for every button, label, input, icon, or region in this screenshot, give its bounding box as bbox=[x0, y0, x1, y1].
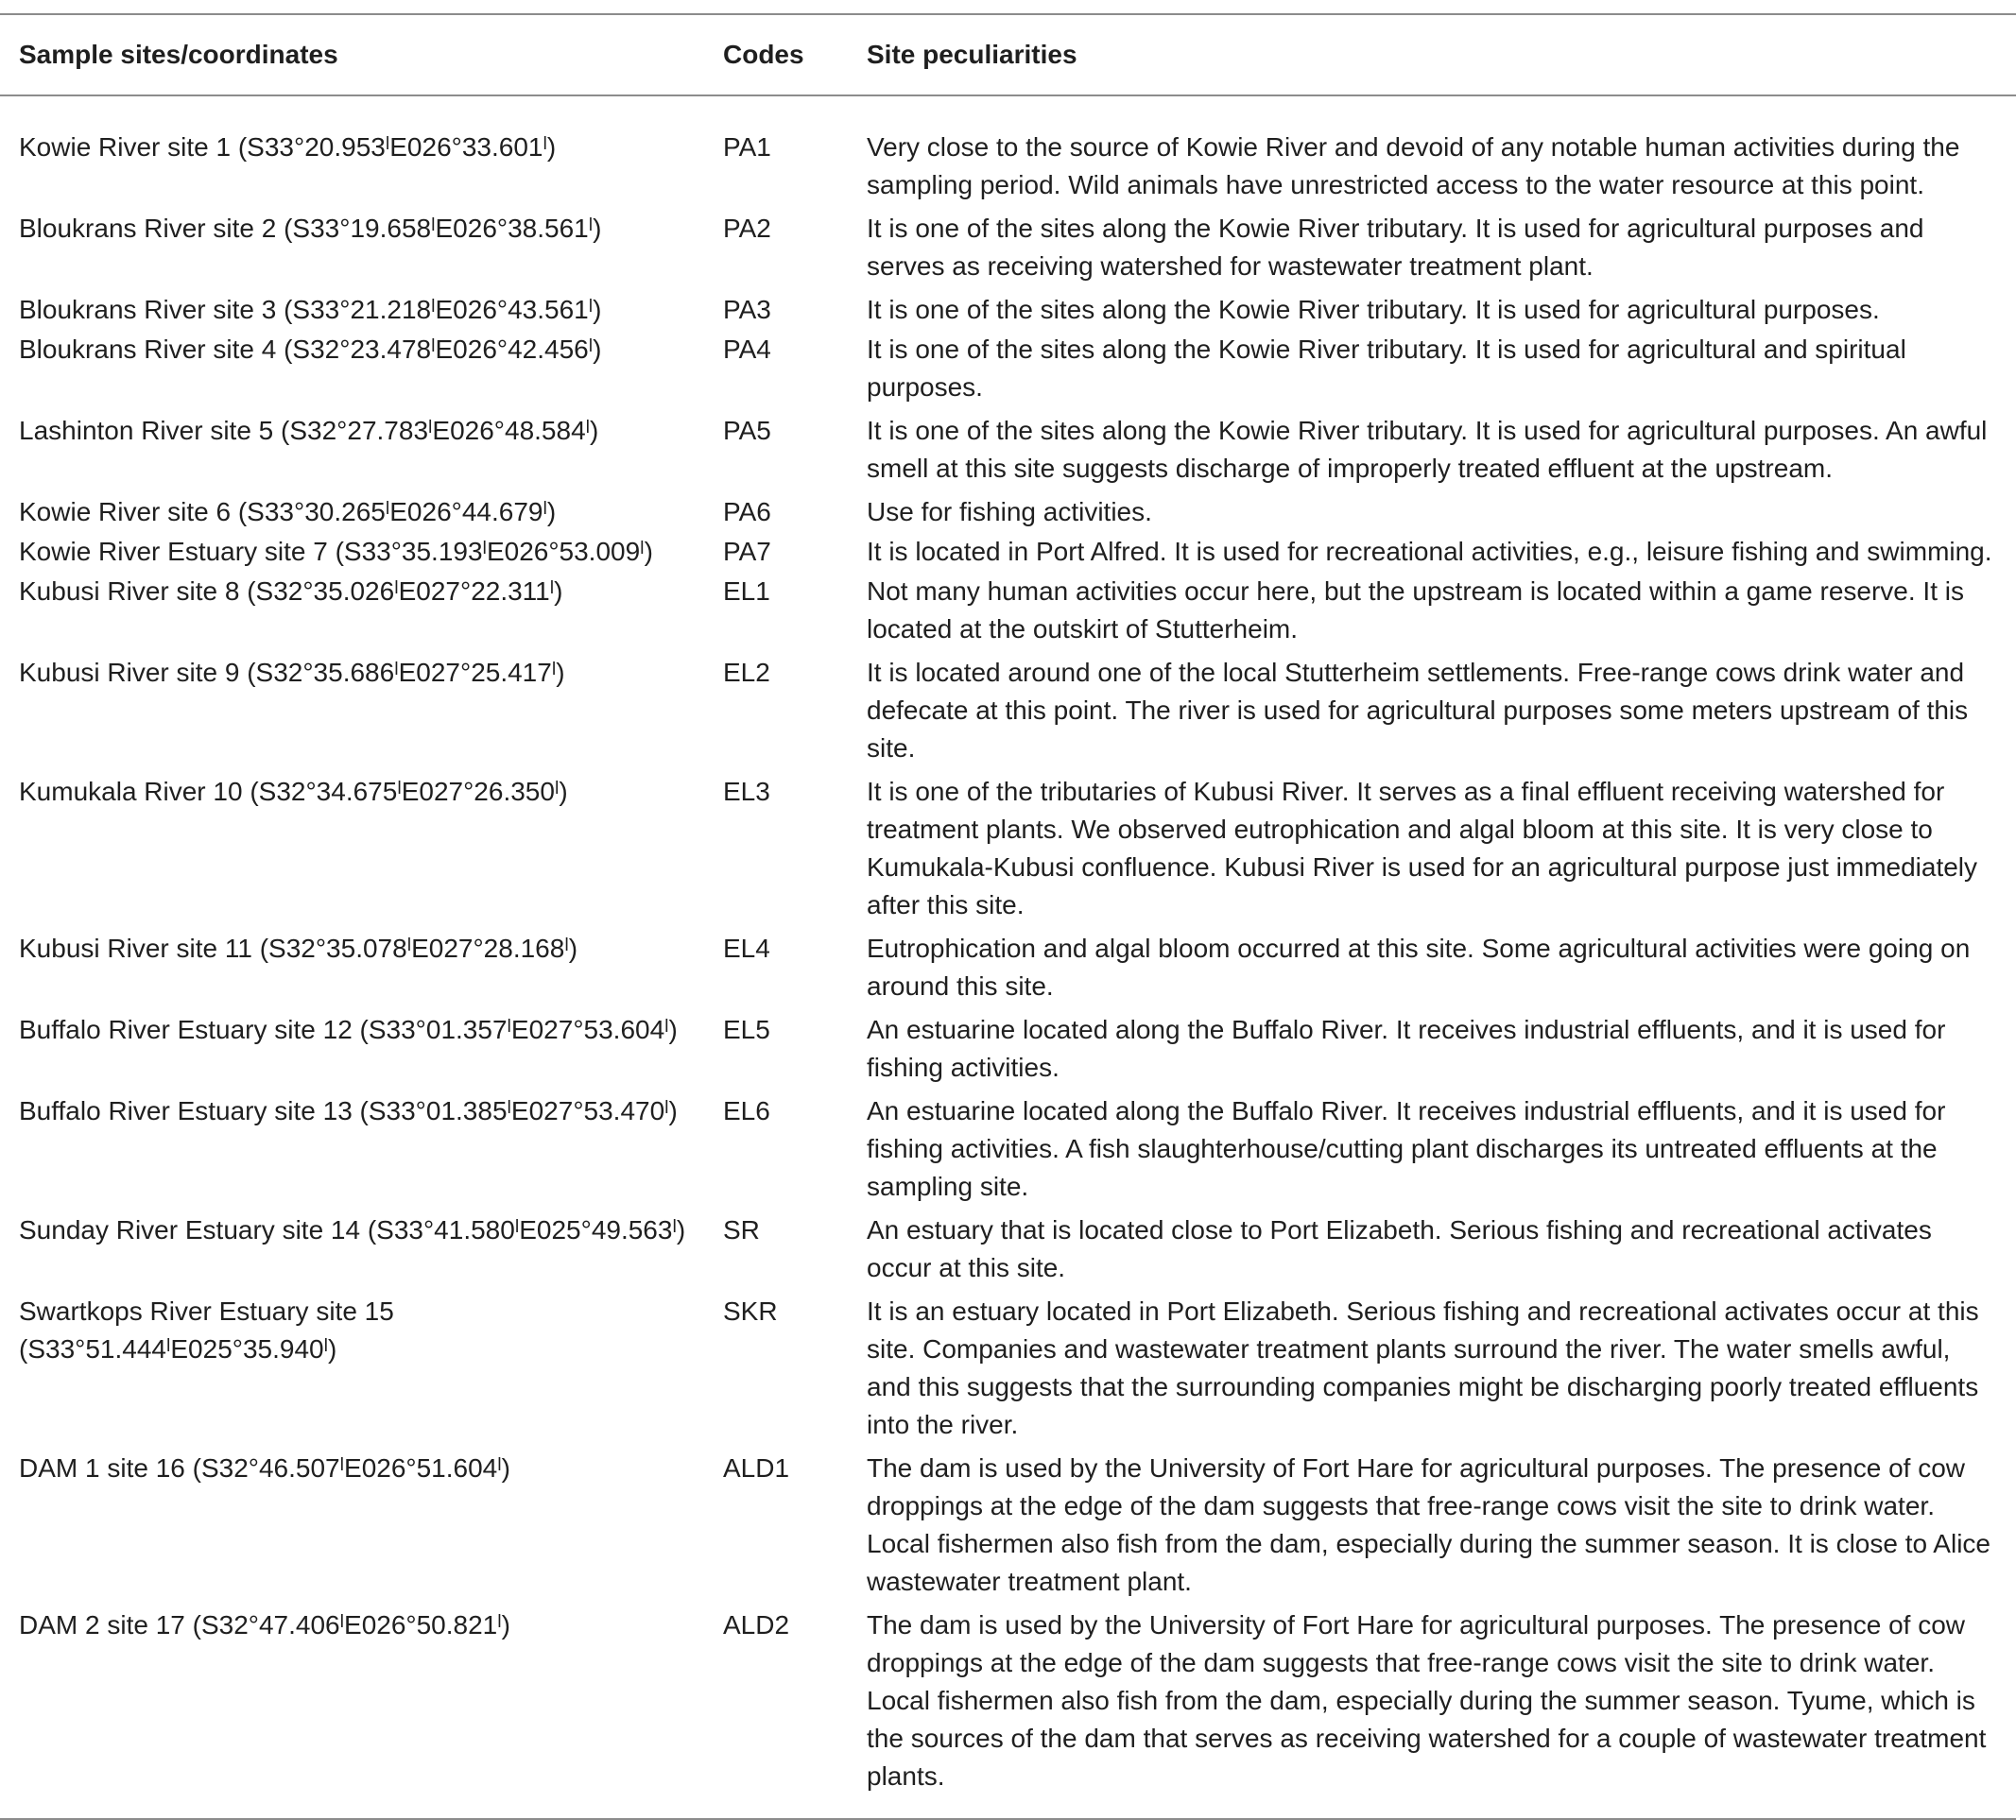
peculiarities-cell: It is one of the tributaries of Kubusi River. It serves as a final effluent receiving watershed for treatment plants. We observed eutrophication and algal bloom at this site. It is very close to Kumukala-Kubusi confluence. Kubusi River is used for an agricultural purpose just immediately after this site. bbox=[867, 777, 1978, 919]
table-row bbox=[0, 1293, 2016, 1450]
table-row bbox=[0, 1211, 2016, 1293]
site-cell: DAM 2 site 17 (S32°47.406ˡE026°50.821ˡ) bbox=[0, 1606, 714, 1819]
table-row bbox=[0, 1606, 2016, 1819]
table-row bbox=[0, 1092, 2016, 1211]
table-row bbox=[0, 1450, 2016, 1606]
header-row bbox=[0, 14, 2016, 95]
peculiarities-cell: It is located around one of the local Stutterheim settlements. Free-range cows drink water and defecate at this point. The river is used for agricultural purposes some meters upstream of this site. bbox=[867, 658, 1969, 763]
peculiarities-cell: Not many human activities occur here, but the upstream is located within a game reserve. It is located at the outskirt of Stutterheim. bbox=[867, 576, 1964, 644]
table-container bbox=[0, 13, 2016, 1820]
site-cell: Kumukala River 10 (S32°34.675ˡE027°26.350ˡ) bbox=[19, 777, 568, 806]
table-body bbox=[0, 95, 2016, 1819]
peculiarities-cell: It is one of the sites along the Kowie River tributary. It is used for agricultural purposes. bbox=[867, 295, 1880, 324]
peculiarities-cell: It is an estuary located in Port Elizabeth. Serious fishing and recreational activates occur at this site. Companies and wastewater treatment plants surround the river. The water smells awful, and this suggests that the surrounding companies might be discharging poorly treated effluents into the river. bbox=[867, 1296, 1979, 1439]
site-cell: Kubusi River site 11 (S32°35.078ˡE027°28.168ˡ) bbox=[19, 934, 578, 963]
header-site-peculiarities: Site peculiarities bbox=[854, 14, 2016, 95]
table-row bbox=[0, 573, 2016, 654]
site-cell: Kowie River site 6 (S33°30.265ˡE026°44.679ˡ) bbox=[19, 497, 557, 526]
code-cell: SKR bbox=[723, 1296, 778, 1326]
table-row bbox=[0, 210, 2016, 291]
peculiarities-cell: An estuarine located along the Buffalo River. It receives industrial effluents, and it is used for fishing activities. bbox=[867, 1015, 1946, 1082]
peculiarities-cell: Eutrophication and algal bloom occurred at this site. Some agricultural activities were going on around this site. bbox=[867, 934, 1971, 1001]
peculiarities-cell: It is one of the sites along the Kowie River tributary. It is used for agricultural purposes. An awful smell at this site suggests discharge of improperly treated effluent at the upstream. bbox=[867, 416, 1988, 483]
table-row bbox=[0, 930, 2016, 1011]
peculiarities-cell: It is located in Port Alfred. It is used for recreational activities, e.g., leisure fishing and swimming. bbox=[867, 537, 1992, 566]
code-cell: EL4 bbox=[723, 934, 770, 963]
code-cell: ALD2 bbox=[714, 1606, 854, 1819]
peculiarities-cell: Very close to the source of Kowie River and devoid of any notable human activities during the sampling period. Wild animals have unrestricted access to the water resource at this point. bbox=[867, 132, 1960, 199]
site-cell: Bloukrans River site 4 (S32°23.478ˡE026°42.456ˡ) bbox=[19, 335, 602, 364]
site-cell: Buffalo River Estuary site 12 (S33°01.357ˡE027°53.604ˡ) bbox=[19, 1015, 678, 1044]
site-cell: Bloukrans River site 3 (S33°21.218ˡE026°43.561ˡ) bbox=[19, 295, 602, 324]
table-row bbox=[0, 533, 2016, 573]
site-cell: Buffalo River Estuary site 13 (S33°01.385ˡE027°53.470ˡ) bbox=[19, 1096, 678, 1125]
code-cell: EL1 bbox=[723, 576, 770, 606]
header-sample-sites: Sample sites/coordinates bbox=[0, 14, 714, 95]
site-cell: DAM 1 site 16 (S32°46.507ˡE026°51.604ˡ) bbox=[19, 1453, 510, 1483]
peculiarities-cell: It is one of the sites along the Kowie River tributary. It is used for agricultural purposes and serves as receiving watershed for wastewater treatment plant. bbox=[867, 214, 1924, 281]
code-cell: ALD1 bbox=[723, 1453, 790, 1483]
code-cell: EL5 bbox=[723, 1015, 770, 1044]
code-cell: PA3 bbox=[723, 295, 771, 324]
peculiarities-cell: The dam is used by the University of Fort Hare for agricultural purposes. The presence of cow droppings at the edge of the dam suggests that free-range cows visit the site to drink water. Local fishermen also fish from the dam, especially during the summer season. It is close to Alice wastewater treatment plant. bbox=[867, 1453, 1990, 1596]
table-row bbox=[0, 331, 2016, 412]
peculiarities-cell: An estuarine located along the Buffalo River. It receives industrial effluents, and it is used for fishing activities. A fish slaughterhouse/cutting plant discharges its untreated effluents at the sampling site. bbox=[867, 1096, 1946, 1201]
peculiarities-cell: An estuary that is located close to Port Elizabeth. Serious fishing and recreational activates occur at this site. bbox=[867, 1215, 1932, 1282]
header-codes: Codes bbox=[714, 14, 854, 95]
site-cell: Swartkops River Estuary site 15 (S33°51.444ˡE025°35.940ˡ) bbox=[19, 1296, 394, 1364]
site-cell: Kubusi River site 8 (S32°35.026ˡE027°22.311ˡ) bbox=[19, 576, 563, 606]
site-cell: Kubusi River site 9 (S32°35.686ˡE027°25.417ˡ) bbox=[19, 658, 565, 687]
table-row bbox=[0, 291, 2016, 331]
code-cell: PA4 bbox=[723, 335, 771, 364]
table-row bbox=[0, 412, 2016, 493]
code-cell: EL3 bbox=[723, 777, 770, 806]
site-cell: Kowie River site 1 (S33°20.953ˡE026°33.601ˡ) bbox=[19, 132, 557, 162]
peculiarities-cell: The dam is used by the University of Fort Hare for agricultural purposes. The presence of cow droppings at the edge of the dam suggests that free-range cows visit the site to drink water. Local fishermen also fish from the dam, especially during the summer season. Tyume, which is the sources of the dam that serves as receiving watershed for a couple of wastewater treatment plants. bbox=[854, 1606, 2016, 1819]
table-row bbox=[0, 493, 2016, 533]
site-cell: Sunday River Estuary site 14 (S33°41.580ˡE025°49.563ˡ) bbox=[19, 1215, 686, 1245]
table-row bbox=[0, 773, 2016, 930]
table-row bbox=[0, 1011, 2016, 1092]
table-row bbox=[0, 95, 2016, 210]
peculiarities-cell: It is one of the sites along the Kowie River tributary. It is used for agricultural and spiritual purposes. bbox=[867, 335, 1906, 402]
peculiarities-cell: Use for fishing activities. bbox=[867, 497, 1152, 526]
code-cell: SR bbox=[723, 1215, 760, 1245]
code-cell: PA6 bbox=[723, 497, 771, 526]
code-cell: EL2 bbox=[723, 658, 770, 687]
code-cell: EL6 bbox=[723, 1096, 770, 1125]
code-cell: PA7 bbox=[723, 537, 771, 566]
sample-sites-table bbox=[0, 13, 2016, 1820]
table-header bbox=[0, 14, 2016, 95]
site-cell: Bloukrans River site 2 (S33°19.658ˡE026°38.561ˡ) bbox=[19, 214, 602, 243]
site-cell: Lashinton River site 5 (S32°27.783ˡE026°48.584ˡ) bbox=[19, 416, 599, 445]
code-cell: PA5 bbox=[723, 416, 771, 445]
site-cell: Kowie River Estuary site 7 (S33°35.193ˡE026°53.009ˡ) bbox=[19, 537, 653, 566]
code-cell: PA2 bbox=[723, 214, 771, 243]
code-cell: PA1 bbox=[723, 132, 771, 162]
table-row bbox=[0, 654, 2016, 773]
